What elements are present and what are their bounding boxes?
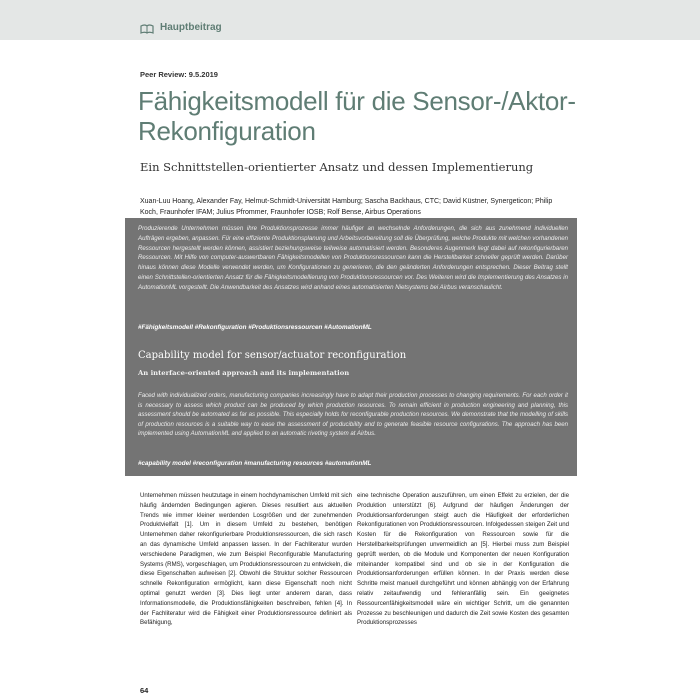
keywords-english: #capability model #reconfiguration #manufacturing resources #automationML: [138, 460, 372, 467]
english-title: Capability model for sensor/actuator reconfiguration: [138, 350, 407, 361]
body-column-right: eine technische Operation auszuführen, um einen Effekt zu erzielen, der die Produktion unterstützt [6]. Aufgrund der häufigen Änderungen der Produktionsanforderungen steigt auch die Häufigkeit der erforderlichen Rekonfigurationen von Produktionsressourcen. Infolgedessen steigen Zeit und Kosten für die Rekonfiguration von Ressourcen sowie für die Herstellbarkeitsprüfungen unvermeidlich an [5]. Hierbei muss zum Beispiel geprüft werden, ob die Module und Komponenten der neuen Konfiguration miteinander kompatibel sind und ob sie in der Konfiguration die Produktionsanforderungen erfüllen können. In der Praxis werden diese Schritte meist manuell durchgeführt und können abhängig von der Erfahrung relativ zeitaufwendig und fehleranfällig sein. Ein geeignetes Ressourcenfähigkeitsmodell wäre ein wichtiger Schritt, um die genannten Prozesse zu beschleunigen und dadurch die Zeit sowie Kosten des gesamten Produktionsprozesses: [357, 492, 569, 627]
keywords-german: #Fähigkeitsmodell #Rekonfiguration #Produktionsressourcen #AutomationML: [138, 324, 372, 331]
abstract-english: Faced with individualized orders, manufacturing companies increasingly have to adapt their production processes to changing requirements. For each order it is necessary to assess which product can be produced by which production resources. To remain efficient in production engineering and planning, this assessment should be automated as far as possible. This especially holds for reconfigurable production resources. We demonstrate that the modelling of skills of production resources is a suitable way to ease the assessment of producibility and to generate feasible resource configurations. The approach has been implemented using AutomationML and applied to an automatic riveting system at Airbus.: [138, 392, 568, 438]
author-list: Xuan-Luu Hoang, Alexander Fay, Helmut-Schmidt-Universität Hamburg; Sascha Backhaus, CTC; David Küstner, Synergeticon; Philip Koch, Fraunhofer IFAM; Julius Pfrommer, Fraunhofer IOSB; Rolf Bense, Airbus Operations: [140, 198, 553, 216]
section-label: Hauptbeitrag: [160, 22, 222, 33]
body-column-left: Unternehmen müssen heutzutage in einem hochdynamischen Umfeld mit sich häufig ändernden Bedingungen agieren. Dieses resultiert aus aktuellen Trends wie immer kleiner werdenden Losgrößen und der zunehmenden Produktvielfalt [1]. Um in diesem Umfeld zu bestehen, benötigen Unternehmen daher rekonfigurierbare Produktionsressourcen, die sich rasch an das dynamische Umfeld anpassen lassen. In der Fachliteratur wurden verschiedene Paradigmen, wie zum Beispiel Reconfigurable Manufacturing Systems (RMS), vorgeschlagen, um Produktionsressourcen zu entwickeln, die diese Eigenschaften aufweisen [2]. Obwohl die Struktur solcher Ressourcen schnelle Rekonfiguration ermöglicht, kann diese Eigenschaft noch nicht optimal genutzt werden [3]. Dies liegt unter anderem daran, dass Informationsmodelle, die Produktionsfähigkeiten beschreiben, fehlen [4]. In der Fachliteratur wird die Fähigkeit einer Produktionsressource definiert als Befähigung,: [140, 492, 352, 627]
abstract-german: Produzierende Unternehmen müssen ihre Produktionsprozesse immer häufiger an wechselnde Anforderungen, die sich aus zunehmend individuellen Aufträgen ergeben, anpassen. Für eine effiziente Produktionsplanung und Arbeitsvorbereitung soll die Überprüfung, welche Produkte mit welchen vorhandenen Ressourcen hergestellt werden können, assistiert beziehungsweise teilweise automatisiert werden. Besonderes Augenmerk liegt dabei auf rekonfigurierbaren Ressourcen. Mit Hilfe von computer-auswertbaren Fähigkeitsmodellen von Produktionsressourcen kann die Herstellbarkeit schneller geprüft werden. Darüber hinaus können diese Modelle verwendet werden, um Konfigurationen zu generieren, die den geänderten Anforderungen entsprechen. Dieser Beitrag stellt einen Schnittstellen-orientierten Ansatz für die Fähigkeitsmodellierung von Produktionsressourcen vor. Des Weiteren wird die Implementierung des Ansatzes in AutomationML vorgestellt. Die Anwendbarkeit des Ansatzes wird anhand eines automatisierten Nietsystems bei Airbus veranschaulicht.: [138, 225, 568, 291]
section-header-band: [0, 0, 700, 40]
peer-review-date: Peer Review: 9.5.2019: [140, 70, 218, 79]
english-subtitle: An interface-oriented approach and its implementation: [138, 369, 350, 377]
page-number: 64: [140, 686, 149, 695]
article-title: Fähigkeitsmodell für die Sensor-/Aktor-Rekonfiguration: [138, 86, 576, 146]
book-icon: [140, 24, 154, 34]
article-subtitle: Ein Schnittstellen-orientierter Ansatz und dessen Implementierung: [140, 160, 534, 174]
